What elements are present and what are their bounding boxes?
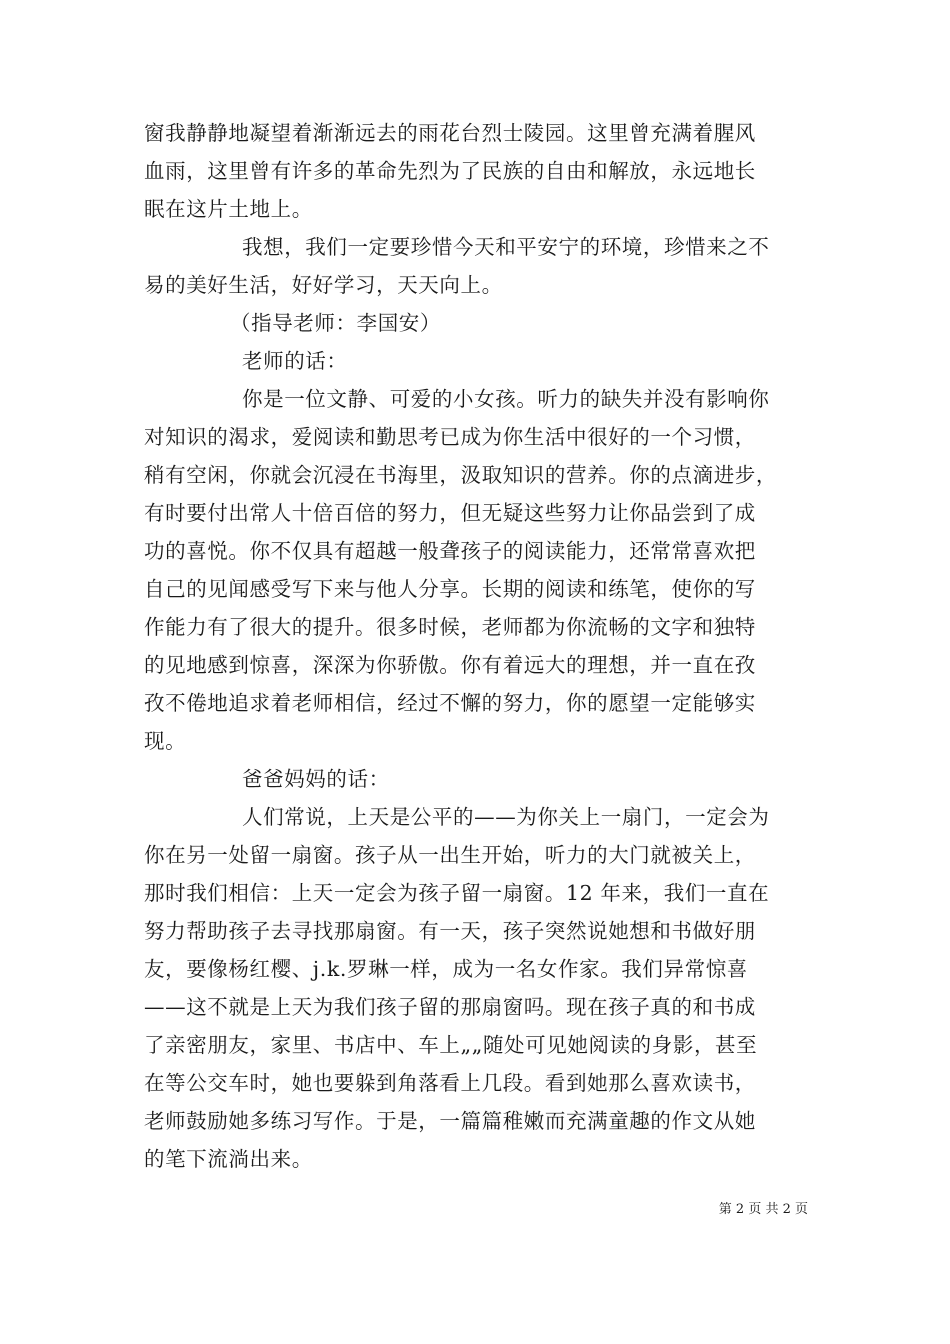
text-line: 那时我们相信：上天一定会为孩子留一扇窗。12 年来，我们一直在 bbox=[144, 881, 770, 905]
text-line: 在等公交车时，她也要躲到角落看上几段。看到她那么喜欢读书， bbox=[144, 1071, 756, 1095]
text-line: 功的喜悦。你不仅具有超越一般聋孩子的阅读能力，还常常喜欢把 bbox=[144, 539, 756, 563]
text-line: 窗我静静地凝望着渐渐远去的雨花台烈士陵园。这里曾充满着腥风 bbox=[144, 121, 756, 145]
text-line: 眠在这片土地上。 bbox=[144, 197, 313, 221]
document-body bbox=[144, 114, 812, 1178]
page-footer: 第 2 页 共 2 页 bbox=[718, 1202, 808, 1217]
text-line: 我想，我们一定要珍惜今天和平安宁的环境，珍惜来之不 bbox=[242, 235, 770, 259]
text-line: 现。 bbox=[144, 729, 187, 753]
text-line: 的见地感到惊喜，深深为你骄傲。你有着远大的理想，并一直在孜 bbox=[144, 653, 756, 677]
text-line: 易的美好生活，好好学习，天天向上。 bbox=[144, 273, 503, 297]
text-line: 孜不倦地追求着老师相信，经过不懈的努力，你的愿望一定能够实 bbox=[144, 691, 756, 715]
text-line: 老师的话： bbox=[242, 349, 348, 373]
text-line: 你是一位文静、可爱的小女孩。听力的缺失并没有影响你 bbox=[242, 387, 770, 411]
text-line: 有时要付出常人十倍百倍的努力，但无疑这些努力让你品尝到了成 bbox=[144, 501, 756, 525]
text-line: （指导老师：李国安） bbox=[230, 311, 441, 335]
text-line: 的笔下流淌出来。 bbox=[144, 1147, 313, 1171]
text-line: 自己的见闻感受写下来与他人分享。长期的阅读和练笔，使你的写 bbox=[144, 577, 756, 601]
text-line: 老师鼓励她多练习写作。于是，一篇篇稚嫩而充满童趣的作文从她 bbox=[144, 1109, 756, 1133]
text-line: 人们常说，上天是公平的——为你关上一扇门，一定会为 bbox=[242, 805, 770, 829]
text-line: 爸爸妈妈的话： bbox=[242, 767, 390, 791]
text-line: 稍有空闲，你就会沉浸在书海里，汲取知识的营养。你的点滴进步， bbox=[144, 463, 777, 487]
text-line: 作能力有了很大的提升。很多时候，老师都为你流畅的文字和独特 bbox=[144, 615, 756, 639]
text-line: 对知识的渴求，爱阅读和勤思考已成为你生活中很好的一个习惯， bbox=[144, 425, 756, 449]
text-line: 友，要像杨红樱、j.k.罗琳一样，成为一名女作家。我们异常惊喜 bbox=[144, 957, 748, 981]
text-line: ——这不就是上天为我们孩子留的那扇窗吗。现在孩子真的和书成 bbox=[144, 995, 756, 1019]
text-line: 血雨，这里曾有许多的革命先烈为了民族的自由和解放，永远地长 bbox=[144, 159, 756, 183]
text-line: 了亲密朋友，家里、书店中、车上„„随处可见她阅读的身影，甚至 bbox=[144, 1033, 758, 1057]
text-line: 努力帮助孩子去寻找那扇窗。有一天，孩子突然说她想和书做好朋 bbox=[144, 919, 756, 943]
text-line: 你在另一处留一扇窗。孩子从一出生开始，听力的大门就被关上， bbox=[144, 843, 756, 867]
